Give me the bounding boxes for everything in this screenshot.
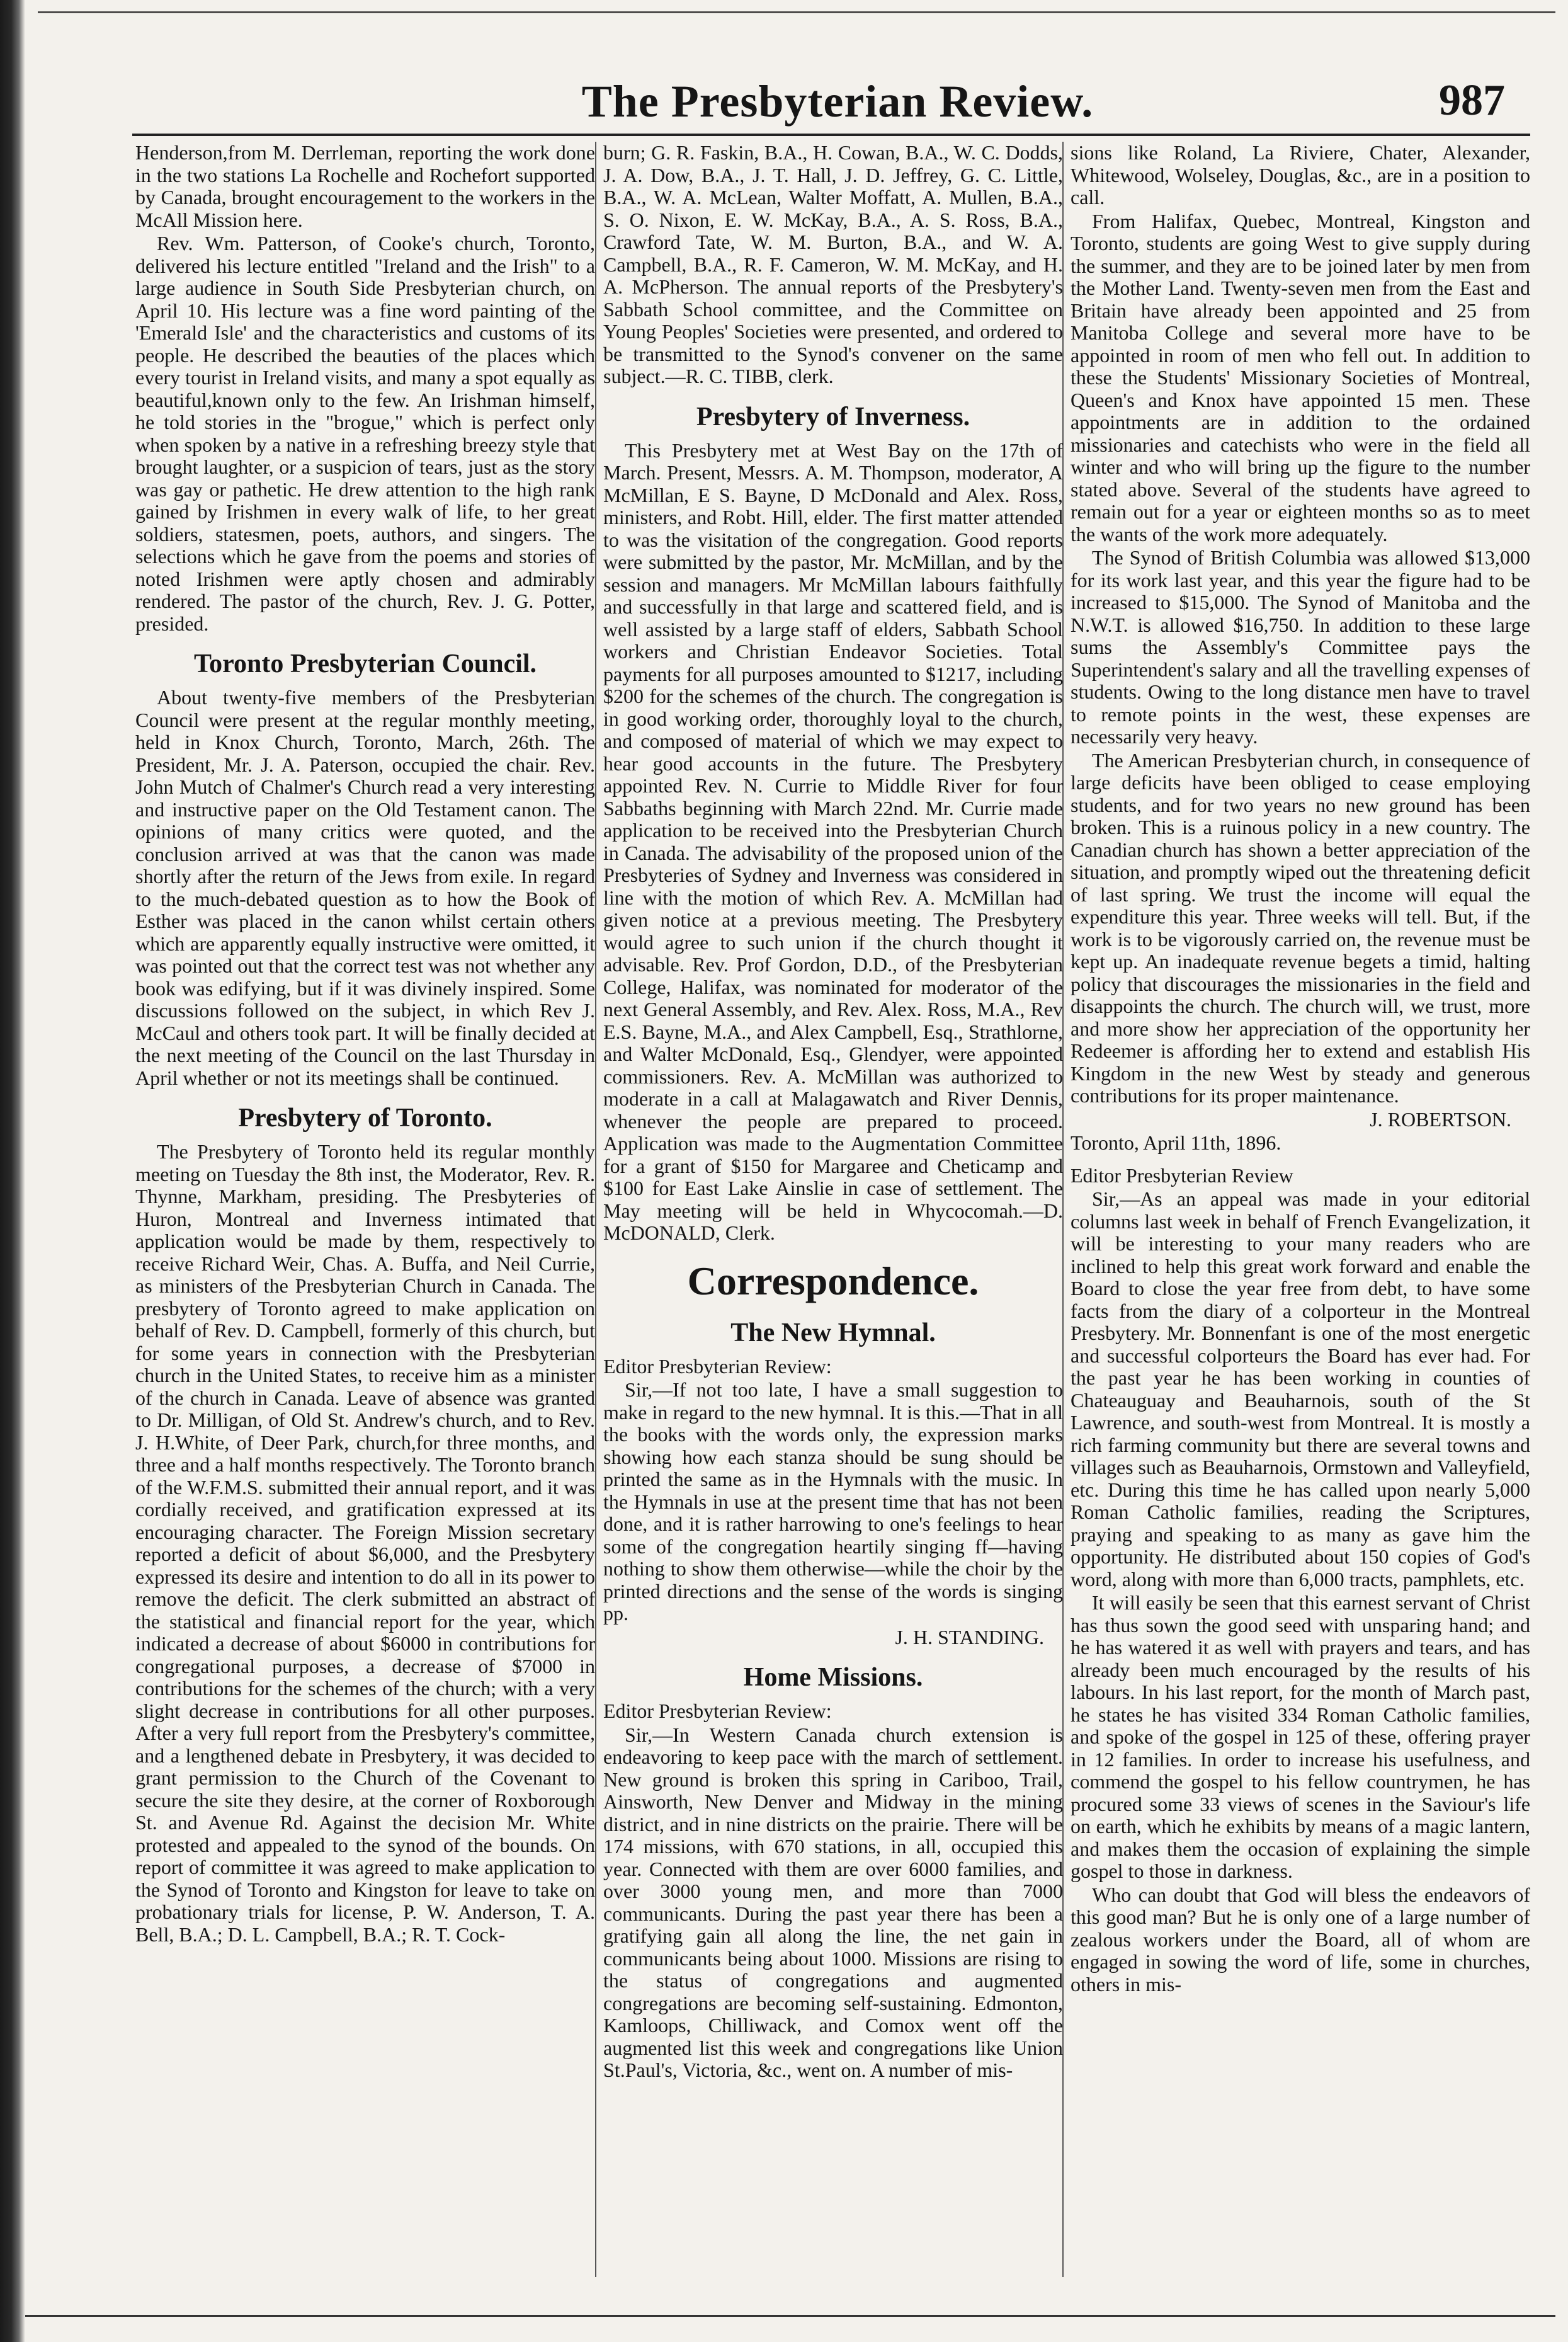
paragraph: Sir,—If not too late, I have a small suggestion to make in regard to the new hymnal. It is this.—That in all the books with the words only, the expression marks showing how each stanza should be sung should be printed the same as in the Hymnals with the music. In the Hymnals in use at the present time that has not been done, and it is rather harrowing to one's feelings to hear some of the congregation heartily singing ff—having nothing to show them otherwise—while the choir by the printed directions and the sense of the words is singing pp. [603,1378,1063,1625]
bottom-rule [25,2315,1555,2317]
scan-binding-edge [0,0,25,2342]
section-heading: Presbytery of Toronto. [238,1104,492,1133]
paragraph: It will easily be seen that this earnest servant of Christ has thus sown the good seed with unsparing hand; and he has watered it as well with prayers and tears, and has already been much encouraged by the results of his labours. In his last report, for the month of March past, he states he has visited 334 Roman Catholic families, and spoke of the gospel in 125 of these, offering prayer in 12 families. In order to increase his usefulness, and commend the gospel to his fellow countrymen, he has procured some 33 views of scenes in the Saviour's life on earth, which he exhibits by means of a magic lantern, and makes them the occasion of explaining the simple gospel to those in darkness. [1071,1591,1530,1882]
paragraph: burn; G. R. Faskin, B.A., H. Cowan, B.A., W. C. Dodds, J. A. Dow, B.A., J. T. Hall, J. D. Jeffrey, G. C. Little, B.A., W. A. McLean, Walter Moffatt, A. Mullen, B.A., S. O. Nixon, E. W. McKay, B.A., A. S. Ross, B.A., Crawford Tate, W. M. Burton, B.A., and W. A. Campbell, B.A., R. F. Cameron, W. M. McKay, and H. A. McPherson. The annual reports of the Presbytery's Sabbath School committee, and the Committee on Young Peoples' Societies were presented, and ordered to be transmitted to the Synod's convener on the same subject.—R. C. TIBB, clerk. [603,142,1063,387]
paragraph: Who can doubt that God will bless the endeavors of this good man? But he is only one of a large number of zealous workers under the Board, all of whom are engaged in sowing the word of life, some in churches, others in mis- [1071,1883,1530,1996]
paragraph: Sir,—As an appeal was made in your editorial columns last week in behalf of French Evangelization, it will be interesting to your many readers who are inclined to help this great work forward and enable the Board to close the year free from debt, to have some facts from the diary of a colporteur in the Montreal Presbytery. Mr. Bonnenfant is one of the most energetic and successful colporteurs the Board has ever had. For the past year he has been working in counties of Chateauguay and Beauharnois, south of the St Lawrence, and south-west from Montreal. It is mostly a rich farming community but there are several towns and villages such as Beauharnois, Ormstown and Valleyfield, etc. During this time he has called upon nearly 5,000 Roman Catholic families, reading the Scriptures, praying and speaking to as many as gave him the opportunity. He distributed about 150 copies of God's word, along with more than 6,000 tracts, pamphlets, etc. [1071,1187,1530,1591]
paragraph: sions like Roland, La Riviere, Chater, Alexander, Whitewood, Wolseley, Douglas, &c., are in a position to call. [1071,142,1530,208]
signature: J. ROBERTSON. [1370,1107,1511,1131]
page-number: 987 [1439,76,1505,125]
column-3 [1071,142,1530,2277]
column-divider [595,142,596,2277]
dateline: Toronto, April 11th, 1896. [1071,1131,1281,1154]
paragraph: The American Presbyterian church, in consequence of large deficits have been obliged to cease employing students, and for two years no new ground has been broken. This is a ruinous policy in a new country. The Canadian church has shown a better appreciation of the situation, and promptly wiped out the threatening deficit of last spring. We trust the income will equal the expenditure this year. Three weeks will tell. But, if the work is to be vigorously carried on, the revenue must be kept up. An inadequate revenue begets a timid, halting policy that discourages the missionaries in the field and disappoints the church. The church will, we trust, more and more show her appreciation of the opportunity her Redeemer is affording her to extend and establish His Kingdom in the new West by steady and generous contributions for its proper maintenance. [1071,748,1530,1107]
paragraph: Rev. Wm. Patterson, of Cooke's church, Toronto, delivered his lecture entitled "Ireland and the Irish" to a large audience in South Side Presbyterian church, on April 10. His lecture was a fine word painting of the 'Emerald Isle' and the characteristics and customs of its people. He described the beauties of the places which every tourist in Ireland visits, and many a spot equally as beautiful,known only to the few. An Irishman himself, he told stories in the "brogue," which is perfect only when spoken by a native in a refreshing breezy style that brought laughter, or a suspicion of tears, just as the story was gay or pathetic. He drew attention to the high rank gained by Irishmen in every walk of life, to her great soldiers, statesmen, poets, authors, and singers. The selections which he gave from the poems and stories of noted Irishmen were aptly chosen and admirably rendered. The pastor of the church, Rev. J. G. Potter, presided. [135,232,595,635]
salutation: Editor Presbyterian Review: [603,1354,832,1378]
page-header [132,76,1543,132]
section-heading: Home Missions. [743,1663,923,1692]
section-title: Correspondence. [687,1258,979,1303]
paragraph: Henderson,from M. Derrleman, reporting the work done in the two stations La Rochelle and Rochefort supported by Canada, brought encouragement to the workers in the McAll Mission here. [135,142,595,231]
paragraph: About twenty-five members of the Presbyterian Council were present at the regular monthly meeting, held in Knox Church, Toronto, March, 26th. The President, Mr. J. A. Paterson, occupied the chair. Rev. John Mutch of Chalmer's Church read a very interesting and instructive paper on the Old Testament canon. The opinions of many critics were quoted, and the conclusion arrived at was that the canon was made shortly after the return of the Jews from exile. In regard to the much-debated question as to how the Book of Esther was placed in the canon whilst certain others which are apparently equally instructive were omitted, it was pointed out that the correct test was not whether any book was edifying, but if it was divinely inspired. Some discussions followed on the subject, in which Rev J. McCaul and others took part. It will be finally decided at the next meeting of the Council on the last Thursday in April whether or not its meetings shall be continued. [135,686,595,1089]
section-heading: The New Hymnal. [730,1318,936,1347]
paragraph: The Synod of British Columbia was allowed $13,000 for its work last year, and this year the figure had to be increased to $15,000. The Synod of Manitoba and the N.W.T. is allowed $16,750. In addition to these large sums the Assembly's Committee pays the Superintendent's salary and all the travelling expenses of students. Owing to the long distance men have to travel to remote points in the west, these expenses are necessarily very heavy. [1071,546,1530,748]
paragraph: The Presbytery of Toronto held its regular monthly meeting on Tuesday the 8th inst, the Moderator, Rev. R. Thynne, Markham, presiding. The Presbyteries of Huron, Montreal and Inverness intimated that application would be made by them, respectively to receive Richard Weir, Chas. A. Buffa, and Neil Currie, as ministers of the Presbyterian Church in Canada. The presbytery of Toronto agreed to make application on behalf of Rev. D. Campbell, formerly of this church, but for some years in connection with the Presbyterian church in the United States, to receive him as a minister of the church in Canada. Leave of absence was granted to Dr. Milligan, of Old St. Andrew's church, and to Rev. J. H.White, of Deer Park, church,for three months, and three and a half months respectively. The Toronto branch of the W.F.M.S. submitted their annual report, and it was cordially received, and gratification expressed at its encouraging character. The Foreign Mission secretary reported a deficit of about $6,000, and the Presbytery expressed its desire and intention to do all in its power to remove the deficit. The clerk submitted an abstract of the statistical and financial report for the year, which indicated a decrease of about $6000 in contributions for congregational purposes, a decrease of $7000 in contributions for the schemes of the church; with a very slight decrease in contributions for all other purposes. After a very full report from the Presbytery's committee, and a lengthened debate in Presbytery, it was decided to grant permission to the Church of the Covenant to secure the site they desire, at the corner of Roxborough St. and Avenue Rd. Against the decision Mr. White protested and appealed to the synod of the bounds. On report of committee it was agreed to make application to the Synod of Toronto and Kingston for leave to take on probationary trials for license, P. W. Anderson, T. A. Bell, B.A.; D. L. Campbell, B.A.; R. T. Cock- [135,1140,595,1946]
page-title: The Presbyterian Review. [581,76,1094,127]
column-2 [603,142,1063,2277]
section-heading: Toronto Presbyterian Council. [193,649,537,678]
salutation: Editor Presbyterian Review: [603,1699,832,1722]
header-rule [132,134,1530,136]
paragraph: From Halifax, Quebec, Montreal, Kingston and Toronto, students are going West to give supply during the summer, and they are to be joined later by men from the Mother Land. Twenty-seven men from the East and Britain have already been appointed and 25 from Manitoba College and several more have to be appointed in room of men who fell out. In addition to these the Students' Missionary Societies of Montreal, Queen's and Knox have appointed 15 men. These appointments are in addition to the ordained missionaries and catechists who were in the field all winter and who will bring up the figure to the number stated above. Several of the students have agreed to remain out for a year or eighteen months so as to meet the wants of the work more adequately. [1071,209,1530,546]
top-rule [38,11,1555,17]
paragraph: Sir,—In Western Canada church extension is endeavoring to keep pace with the march of settlement. New ground is broken this spring in Cariboo, Trail, Ainsworth, New Denver and Midway in the mining district, and in nine districts on the prairie. There will be 174 missions, with 670 stations, in all, occupied this year. Connected with them are over 6000 families, and over 3000 young men, and more than 7000 communicants. During the past year there has been a gratifying gain all along the line, the net gain in communicants being about 1000. Missions are rising to the status of congregations and augmented congregations are becoming self-sustaining. Edmonton, Kamloops, Chilliwack, and Comox went off the augmented list this week and congregations like Union St.Paul's, Victoria, &c., went on. A number of mis- [603,1723,1063,2081]
signature: J. H. STANDING. [895,1625,1044,1648]
salutation: Editor Presbyterian Review [1071,1163,1293,1187]
paragraph: This Presbytery met at West Bay on the 17th of March. Present, Messrs. A. M. Thompson, moderator, A McMillan, E S. Bayne, D McDonald and Alex. Ross, ministers, and Robt. Hill, elder. The first matter attended to was the visitation of the congregation. Good reports were submitted by the pastor, Mr. McMillan, and by the session and managers. Mr McMillan labours faithfully and successfully in that large and scattered field, and is well assisted by a large staff of elders, Sabbath School workers and Christian Endeavor Societies. Total payments for all purposes amounted to $1217, including $200 for the schemes of the church. The congregation is in good working order, thoroughly loyal to the church, and composed of material of which we may expect to hear good accounts in the future. The Presbytery appointed Rev. N. Currie to Middle River for four Sabbaths beginning with March 22nd. Mr. Currie made application to be received into the Presbyterian Church in Canada. The advisability of the proposed union of the Presbyteries of Sydney and Inverness was considered in line with the motion of which Rev. A. McMillan had given notice at a previous meeting. The Presbytery would agree to such union if the church thought it advisable. Rev. Prof Gordon, D.D., of the Presbyterian College, Halifax, was nominated for moderator of the next General Assembly, and Rev. Alex. Ross, M.A., Rev E.S. Bayne, M.A., and Alex Campbell, Esq., Strathlorne, and Walter McDonald, Esq., Glendyer, were appointed commissioners. Rev. A. McMillan was authorized to moderate in a call at Malagawatch and River Dennis, whenever the people are prepared to proceed. Application was made to the Augmentation Committee for a grant of $150 for Margaree and Cheticamp and $100 for East Lake Ainslie in case of settlement. The May meeting will be held in Whycocomah.—D. McDONALD, Clerk. [603,438,1063,1244]
section-heading: Presbytery of Inverness. [696,402,970,431]
column-1 [135,142,595,2277]
